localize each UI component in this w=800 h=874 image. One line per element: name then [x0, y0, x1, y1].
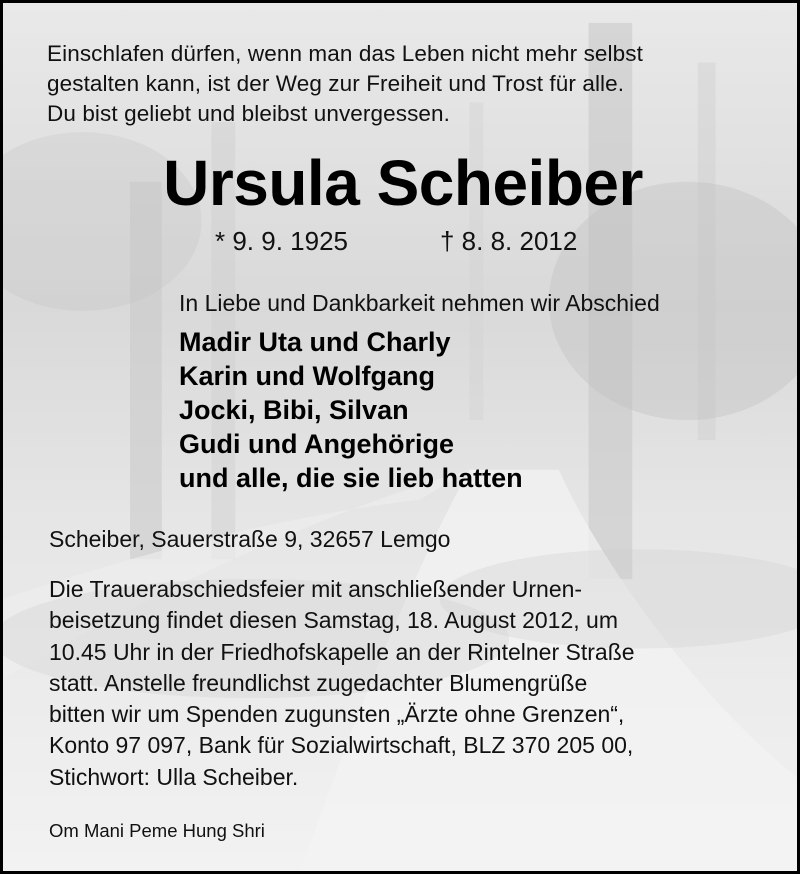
farewell-intro: In Liebe und Dankbarkeit nehmen wir Abschied	[179, 290, 660, 316]
ceremony-line: Stichwort: Ulla Scheiber.	[49, 763, 299, 790]
mourner-line: Karin und Wolfgang	[179, 361, 435, 391]
motto-line: gestalten kann, ist der Weg zur Freiheit und Trost für alle.	[47, 71, 625, 96]
ceremony-line: Die Trauerabschiedsfeier mit anschließender Urnen-	[49, 576, 583, 602]
ceremony-line: bitten wir um Spenden zugunsten „Ärzte ohne Grenzen“,	[49, 701, 625, 728]
death-date: † 8. 8. 2012	[440, 226, 578, 256]
family-address: Scheiber, Sauerstraße 9, 32657 Lemgo	[49, 526, 451, 552]
closing-mantra: Om Mani Peme Hung Shri	[49, 820, 265, 841]
motto-line: Einschlafen dürfen, wenn man das Leben nicht mehr selbst	[47, 41, 643, 66]
deceased-name: Ursula Scheiber	[163, 147, 643, 219]
birth-date: * 9. 9. 1925	[215, 226, 348, 256]
mourners-list	[179, 325, 523, 495]
ceremony-line: 10.45 Uhr in der Friedhofskapelle an der Rintelner Straße	[49, 638, 635, 665]
ceremony-line: beisetzung findet diesen Samstag, 18. August 2012, um	[49, 607, 618, 634]
mourner-line: und alle, die sie lieb hatten	[179, 463, 523, 493]
mourner-line: Gudi und Angehörige	[179, 429, 454, 459]
mourner-line: Jocki, Bibi, Silvan	[179, 395, 409, 425]
motto-text	[47, 39, 767, 129]
mourner-line: Madir Uta und Charly	[179, 327, 451, 357]
ceremony-details	[49, 574, 635, 793]
motto-line: Du bist geliebt und bleibst unvergessen.	[47, 101, 451, 126]
ceremony-line: statt. Anstelle freundlichst zugedachter Blumengrüße	[49, 669, 588, 696]
ceremony-line: Konto 97 097, Bank für Sozialwirtschaft, BLZ 370 205 00,	[49, 732, 634, 759]
